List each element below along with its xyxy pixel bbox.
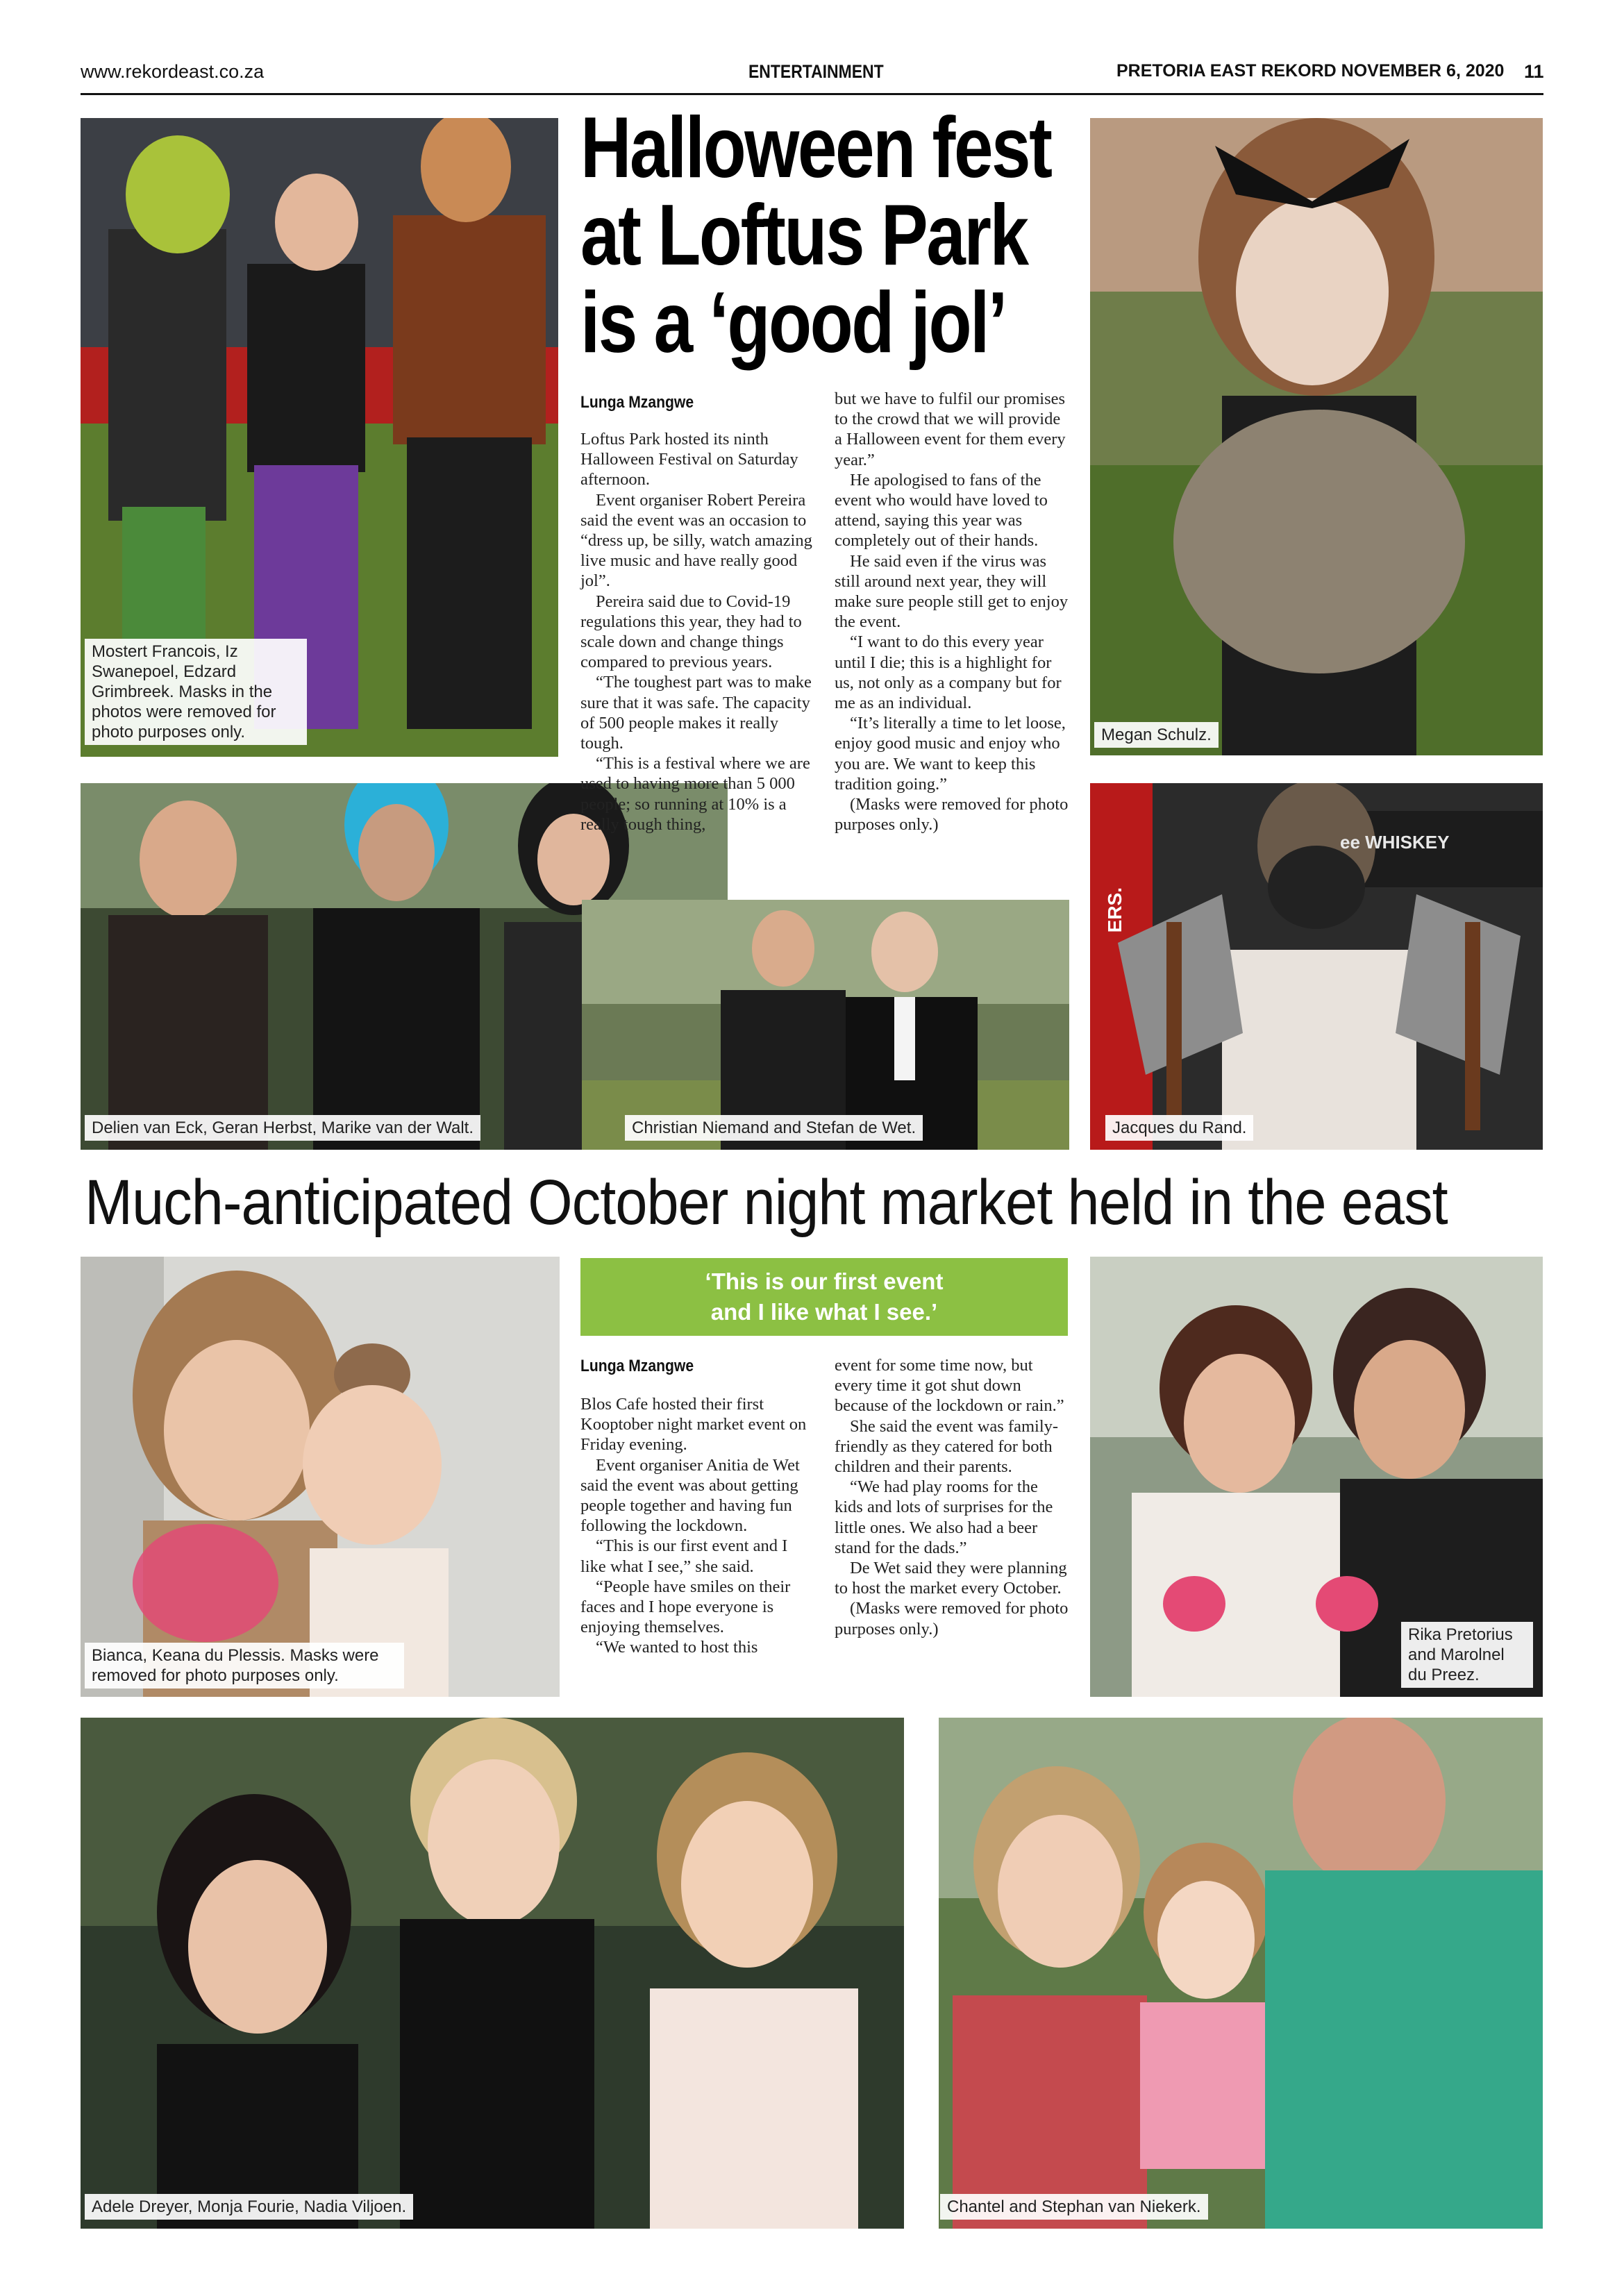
paragraph: “I want to do this every year until I die; this is a highlight for us, not only as a company but for me as an individual. bbox=[835, 632, 1062, 713]
photo-jacques bbox=[1090, 783, 1543, 1150]
caption-bianca: Bianca, Keana du Plessis. Masks were removed for photo purposes only. bbox=[85, 1643, 404, 1689]
caption-adele: Adele Dreyer, Monja Fourie, Nadia Viljoen. bbox=[85, 2194, 413, 2220]
paragraph: “People have smiles on their faces and I hope everyone is enjoying themselves. bbox=[580, 1577, 791, 1637]
story2-column-1 bbox=[580, 1394, 815, 1658]
paragraph: event for some time now, but every time it got shut down because of the lockdown or rain.” bbox=[835, 1356, 1064, 1416]
photo-bianca bbox=[81, 1257, 560, 1697]
photo-christian-stefan bbox=[582, 900, 1069, 1150]
paragraph: He said even if the virus was still around next year, they will make sure people still get to enjoy the event. bbox=[835, 551, 1069, 632]
paragraph: “We had play rooms for the kids and lots of surprises for the little ones. We also had a beer stand for the dads.” bbox=[835, 1477, 1053, 1557]
paragraph: Pereira said due to Covid-19 regulations this year, they had to scale down and change things compared to previous years. bbox=[580, 592, 802, 672]
story1-column-1 bbox=[580, 429, 815, 835]
photo-megan bbox=[1090, 118, 1543, 755]
caption-megan: Megan Schulz. bbox=[1094, 722, 1219, 748]
paragraph: Blos Cafe hosted their first Kooptober night market event on Friday evening. bbox=[580, 1395, 807, 1455]
story2-column-2 bbox=[835, 1355, 1069, 1639]
story1-headline-line3: is a ‘good jol’ bbox=[580, 275, 1006, 371]
paragraph: “The toughest part was to make sure that it was safe. The capacity of 500 people makes it really tough. bbox=[580, 673, 812, 753]
caption-jacques: Jacques du Rand. bbox=[1105, 1115, 1253, 1141]
paragraph: De Wet said they were planning to host the market every October. bbox=[835, 1559, 1067, 1598]
story1-headline-line1: Halloween fest bbox=[580, 100, 1051, 196]
publication-date: PRETORIA EAST REKORD NOVEMBER 6, 2020 bbox=[1116, 61, 1505, 81]
pull-quote-line2: and I like what I see.’ bbox=[710, 1299, 938, 1325]
paragraph: “This is a festival where we are used to having more than 5 000 people; so running at 10% is a really tough thing, bbox=[580, 754, 810, 834]
paragraph: but we have to fulfil our promises to the crowd that we will provide a Halloween event for them every year.” bbox=[835, 389, 1066, 469]
paragraph: (Masks were removed for photo purposes only.) bbox=[835, 795, 1069, 835]
caption-chantel: Chantel and Stephan van Niekerk. bbox=[940, 2194, 1208, 2220]
story2-headline: Much-anticipated October night market held in the east bbox=[85, 1167, 1448, 1238]
photo-adele-group bbox=[81, 1718, 904, 2229]
website-url[interactable]: www.rekordeast.co.za bbox=[81, 61, 265, 82]
caption-delien: Delien van Eck, Geran Herbst, Marike van der Walt. bbox=[85, 1115, 480, 1141]
paragraph: (Masks were removed for photo purposes only.) bbox=[835, 1599, 1069, 1639]
story1-column-2 bbox=[835, 389, 1069, 835]
paragraph: “This is our first event and I like what I see,” she said. bbox=[580, 1536, 788, 1576]
paragraph: “We wanted to host this bbox=[596, 1638, 758, 1657]
caption-christian: Christian Niemand and Stefan de Wet. bbox=[625, 1115, 923, 1141]
caption-rika: Rika Pretorius and Marolnel du Preez. bbox=[1401, 1622, 1533, 1688]
caption-mostert: Mostert Francois, Iz Swanepoel, Edzard Grimbreek. Masks in the photos were removed for photo purposes only. bbox=[85, 639, 307, 745]
section-name: ENTERTAINMENT bbox=[748, 61, 884, 82]
banner-text: ERS. bbox=[1104, 887, 1125, 933]
paragraph: Event organiser Robert Pereira said the event was an occasion to “dress up, be silly, watch amazing live music and have really good jol”. bbox=[580, 490, 812, 591]
whiskey-sign: ee WHISKEY bbox=[1340, 832, 1450, 853]
page-number: 11 bbox=[1524, 61, 1544, 82]
story1-headline-line2: at Loftus Park bbox=[580, 187, 1028, 283]
paragraph: Event organiser Anitia de Wet said the event was about getting people together and having fun following the lockdown. bbox=[580, 1455, 800, 1536]
story2-byline: Lunga Mzangwe bbox=[580, 1357, 694, 1375]
pull-quote bbox=[580, 1258, 1068, 1336]
story1-headline bbox=[580, 100, 1070, 371]
pull-quote-line1: ‘This is our first event bbox=[705, 1268, 944, 1294]
photo-chantel-stephan bbox=[939, 1718, 1543, 2229]
paragraph: He apologised to fans of the event who would have loved to attend, saying this year was completely out of their hands. bbox=[835, 470, 1048, 551]
paragraph: “It’s literally a time to let loose, enjoy good music and enjoy who you are. We want to keep this tradition going.” bbox=[835, 714, 1066, 794]
story1-byline: Lunga Mzangwe bbox=[580, 393, 694, 412]
header-rule bbox=[81, 93, 1543, 95]
paragraph: She said the event was family-friendly as they catered for both children and their parents. bbox=[835, 1416, 1059, 1477]
paragraph: Loftus Park hosted its ninth Halloween Festival on Saturday afternoon. bbox=[580, 430, 798, 489]
